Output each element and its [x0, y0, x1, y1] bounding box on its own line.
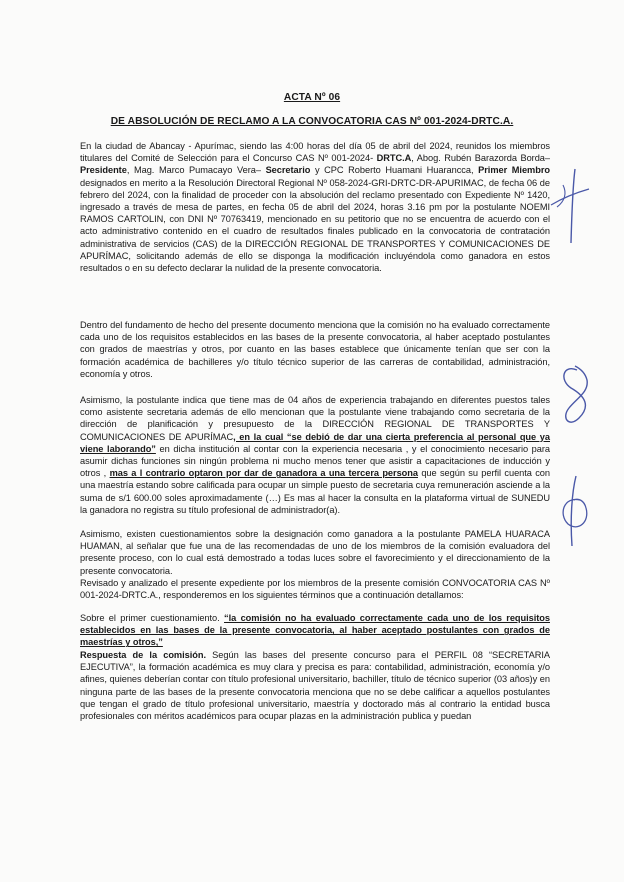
- signature-initial-bottom: [550, 470, 600, 550]
- paragraph-experiencia: Asimismo, la postulante indica que tiene mas de 04 años de experiencia trabajando en diferentes puestos tales como asistente secretaria además de ello mencionan que la postulante viene trabajando como secretaria de la dirección de planificación y presupuesto de la DIRECCIÓN REGIONAL DE TRANSPORTES Y COMUNICACIONES DE APURÍMAC, en la cual “se debió de dar una cierta preferencia al personal que ya viene laborando” en dicha institución al contar con la experiencia necesaria , y el conocimiento necesario para asumir dichas funciones sin ningún problema ni mucho menos tener que asistir a capacitaciones de inducción y otros , mas a l contrario optaron por dar de ganadora a una tercera persona que según su perfil cuenta con una maestría estando sobre calificada para ocupar un simple puesto de secretaria cuya remuneración asciende a la suma de s/1 600.00 soles aproximadamente (…) Es mas al hacer la consulta en la plataforma virtual de SUNEDU la ganadora no registra su título profesional de administrador(a).: [80, 395, 550, 515]
- document-subtitle: DE ABSOLUCIÓN DE RECLAMO A LA CONVOCATORIA CAS Nº 001-2024-DRTC.A.: [110, 116, 514, 127]
- paragraph-revisado: Revisado y analizado el presente expediente por los miembros de la presente comisión CONVOCATORIA CAS Nº 001-2024-DRTC.A., responderemos en los siguientes términos que a continuación detallamos:: [80, 578, 550, 601]
- paragraph-intro: En la ciudad de Abancay - Apurímac, siendo las 4:00 horas del día 05 de abril del 2024, reunidos los miembros titulares del Comité de Selección para el Concurso CAS Nº 001-2024- DRTC.A, Abog. Rubén Barazorda Borda– Presidente, Mag. Marco Pumacayo Vera– Secretario y CPC Roberto Huamani Huarancca, Primer Miembro designados en merito a la Resolución Directoral Regional Nº 058-2024-GRI-DRTC-DR-APURIMAC, de fecha 06 de febrero del 2024, con la finalidad de proceder con la absolución del reclamo presentado con Expediente Nº 1420, ingresado a través de mesa de partes, en fecha 05 de abril del 2024, horas 3.16 pm por la postulante NOEMI RAMOS CARTOLIN, con DNI Nº 70763419, mencionado en su petitorio que no se encuentra de acuerdo con el acto administrativo contenido en el cuadro de resultados finales publicado en la convocatoria de contratación administrativa de servicios (CAS) de la DIRECCIÓN REGIONAL DE TRANSPORTES Y COMUNICACIONES DE APURÍMAC, solicitando además de ello se disponga la modificación incluyéndola como ganadora en estos resultados o en su defecto declarar la nulidad de la presente convocatoria.: [80, 141, 550, 274]
- paragraph-respuesta: Respuesta de la comisión. Según las bases del presente concurso para el PERFIL 08 “SECRETARIA EJECUTIVA”, la formación académica es muy clara y precisa es para: contabilidad, administración, economía y/o afines, quienes deberían contar con título profesional universitario, bachiller, título de técnico superior (03 años)y en ninguna parte de las bases de la presente convocatoria menciona que no se debe calificar a aquellos postulantes que tengan el grado de título profesional universitario, maestría y doctorado más al contrario la entidad busca profesionales con méritos académicos para ocupar plazas en la administración publica y puedan: [80, 650, 550, 722]
- document-title: ACTA Nº 06: [283, 92, 341, 103]
- signature-initial-middle: [553, 362, 599, 434]
- signature-initial-top: [545, 165, 595, 245]
- paragraph-fundamento: Dentro del fundamento de hecho del presente documento menciona que la comisión no ha evaluado correctamente cada uno de los requisitos establecidos en las bases de la presente convocatoria, al haber aceptado postulantes con grados de maestrías y otros, por cuanto en las bases establece que únicamente tenían que ser con la formación académica de bachilleres y/o título técnico superior de las carreras de contabilidad, administración, economía y otros.: [80, 320, 550, 379]
- paragraph-primer-cuestionamiento: Sobre el primer cuestionamiento. “la comisión no ha evaluado correctamente cada uno de los requisitos establecidos en las bases de la presente convocatoria, al haber aceptado postulantes con grados de maestrías y otros,”: [80, 613, 550, 648]
- paragraph-cuestionamientos: Asimismo, existen cuestionamientos sobre la designación como ganadora a la postulante PAMELA HUARACA HUAMAN, al señalar que fue una de las recomendadas de uno de los miembros de la comisión evaluadora del presente proceso, con lo cual está demostrado a todas luces sobre el favorecimiento y el direccionamiento de la presente convocatoria.: [80, 529, 550, 576]
